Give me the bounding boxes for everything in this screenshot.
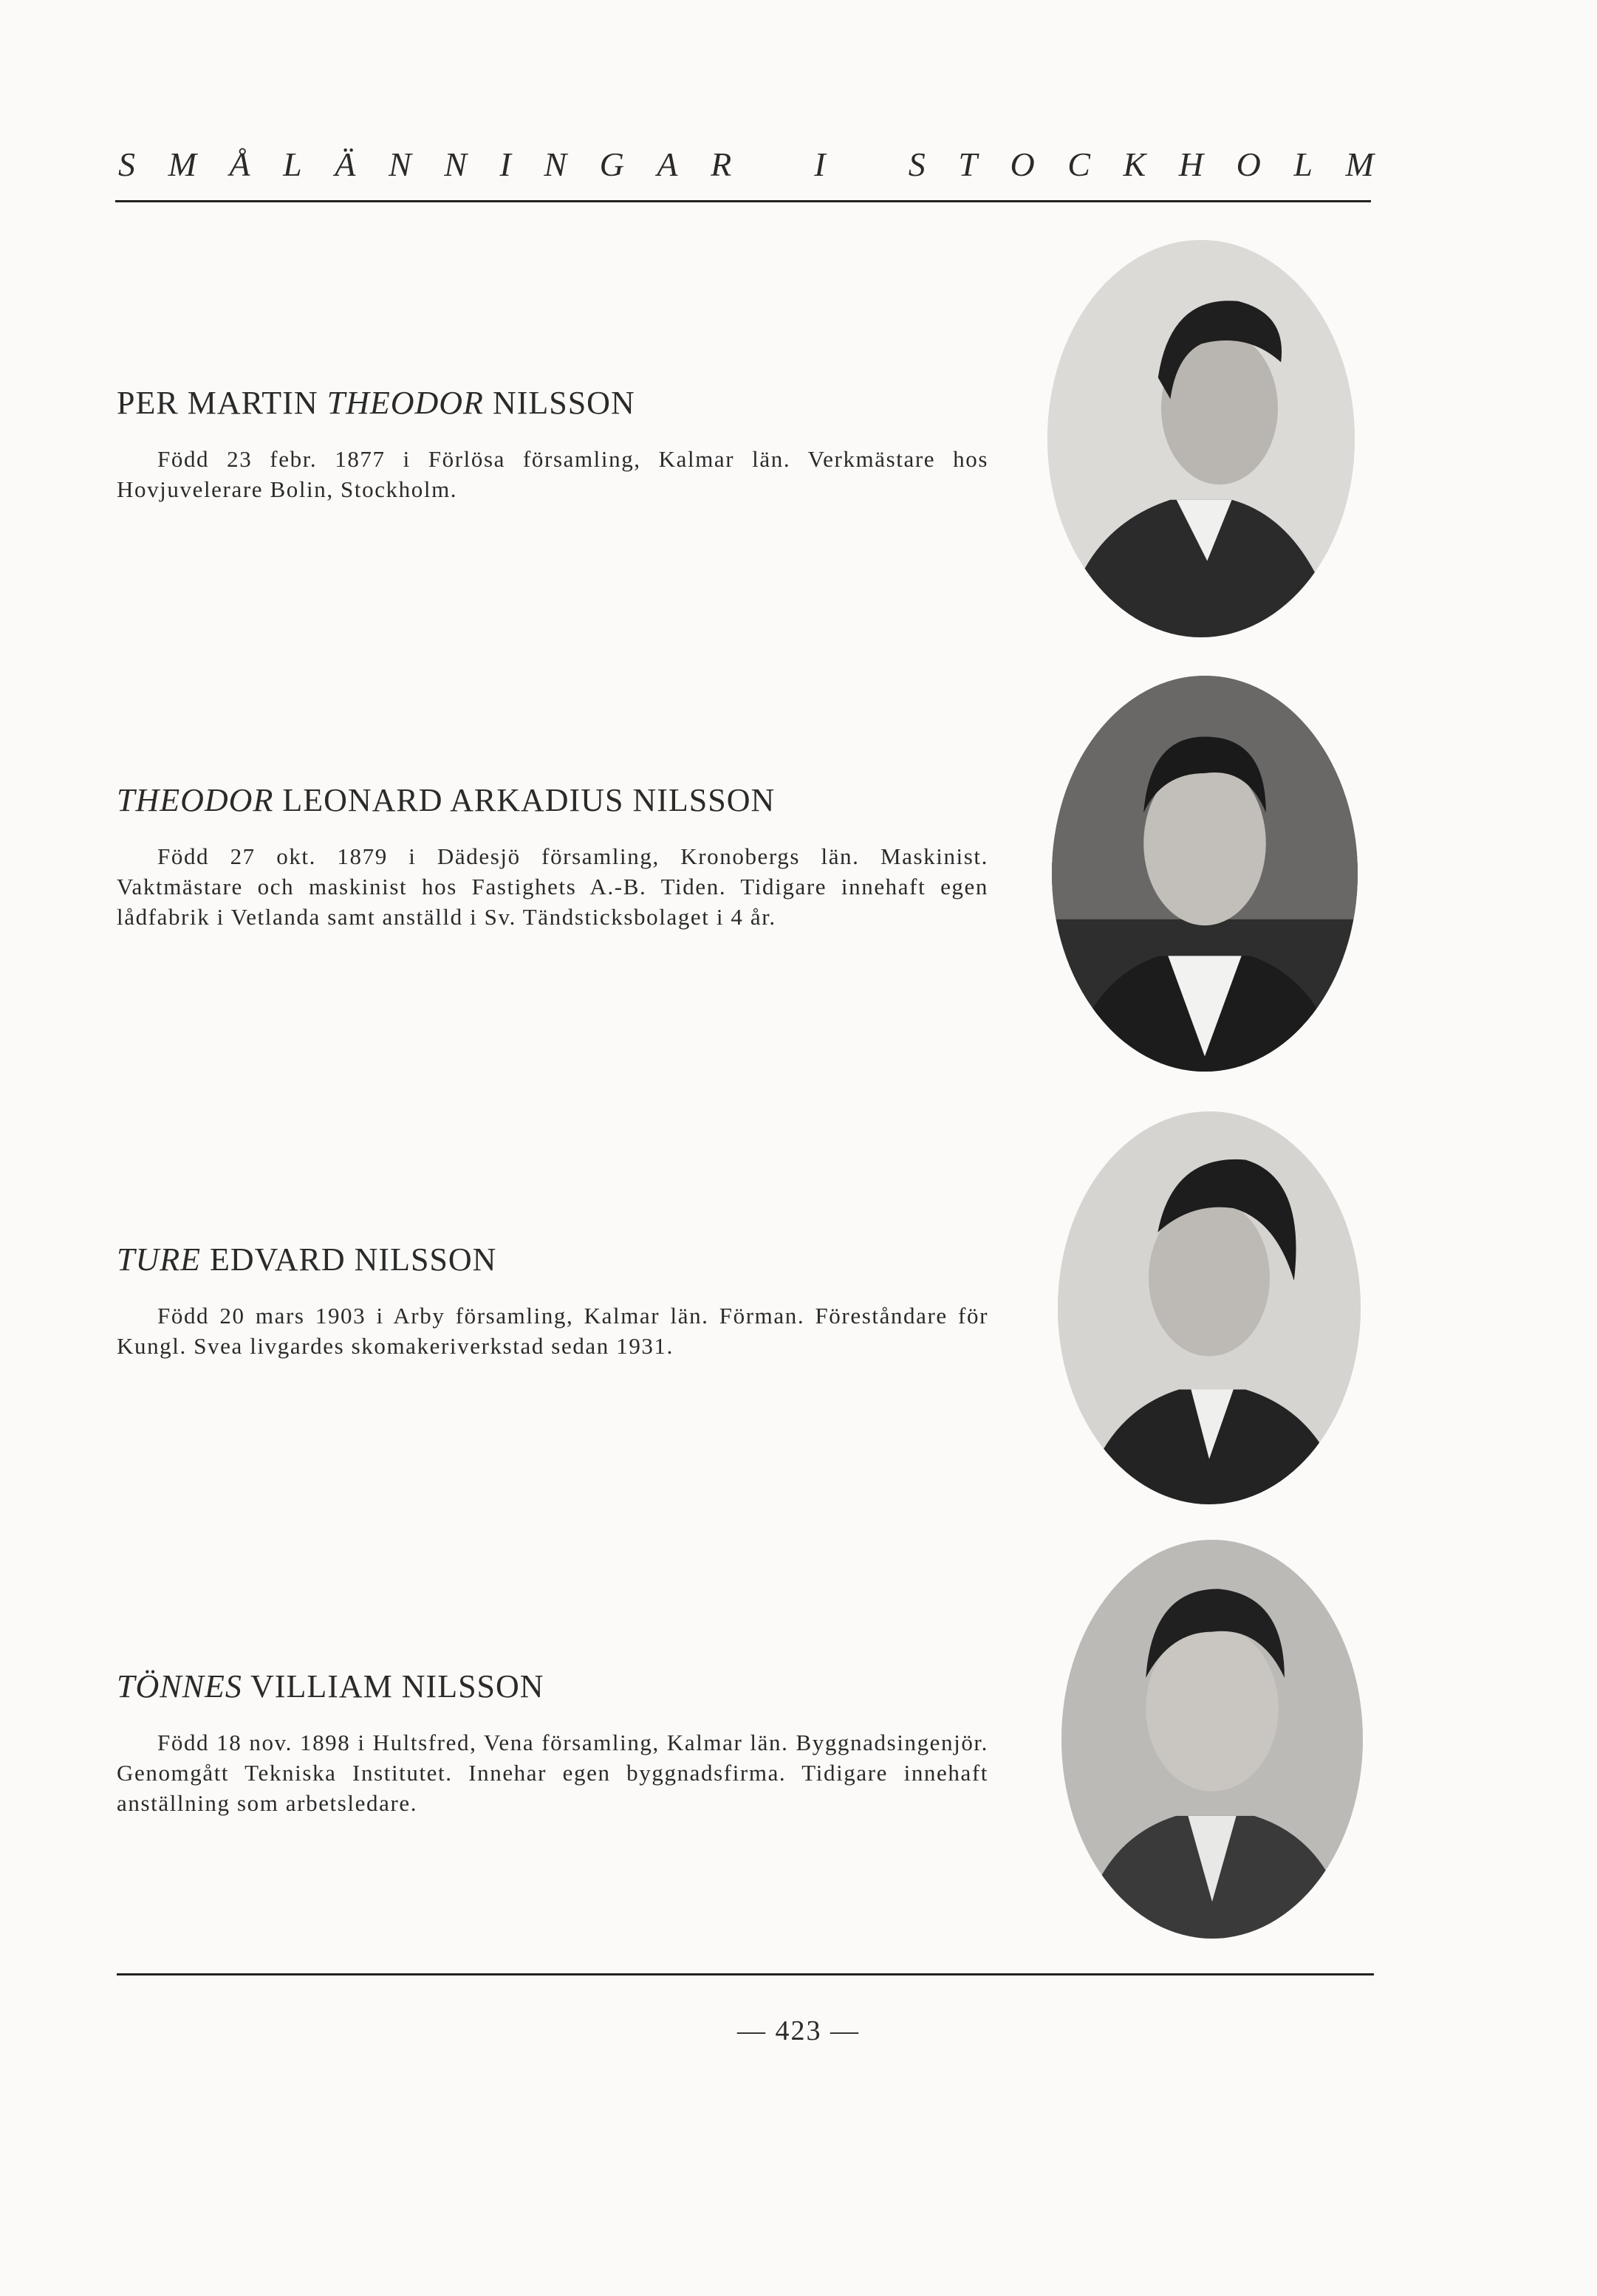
- running-header: [118, 145, 1374, 184]
- entry-name: [117, 1241, 988, 1278]
- entry-name: [117, 1668, 988, 1705]
- biography-entry-2: [117, 781, 988, 932]
- header-letter: L: [1293, 145, 1313, 183]
- portrait-photo-1: [1047, 240, 1355, 637]
- header-letter: M: [1345, 145, 1374, 183]
- header-letter: Ä: [335, 145, 356, 183]
- header-letter: L: [283, 145, 302, 183]
- header-letter: S: [908, 145, 926, 183]
- header-letter: G: [599, 145, 624, 183]
- header-letter: N: [444, 145, 467, 183]
- name-italic: TÖNNES: [117, 1668, 242, 1704]
- header-letter: R: [711, 145, 732, 183]
- header-letter: O: [1010, 145, 1035, 183]
- header-letter: T: [958, 145, 977, 183]
- header-rule: [115, 200, 1371, 202]
- header-letter: H: [1178, 145, 1203, 183]
- header-letter: O: [1236, 145, 1261, 183]
- header-letter: K: [1123, 145, 1146, 183]
- name-italic: THEODOR: [117, 782, 274, 818]
- portrait-photo-3: [1058, 1111, 1361, 1504]
- entry-biography: Född 20 mars 1903 i Arby församling, Kalmar län. Förman. Föreståndare för Kungl. Svea livgardes skomakeriverkstad sedan 1931.: [117, 1303, 988, 1359]
- name-plain: EDVARD NILSSON: [201, 1241, 497, 1278]
- name-italic: TURE: [117, 1241, 201, 1278]
- name-plain: PER MARTIN: [117, 385, 327, 421]
- header-letter: A: [657, 145, 678, 183]
- page-number: — 423 —: [737, 2015, 860, 2046]
- header-letter: N: [388, 145, 411, 183]
- header-letter: S: [118, 145, 135, 183]
- header-letter: I: [499, 145, 511, 183]
- header-space: [765, 145, 782, 184]
- entry-biography: Född 23 febr. 1877 i Förlösa församling, Kalmar län. Verkmästare hos Hovjuvelerare Bolin, Stockholm.: [117, 446, 988, 502]
- entry-biography: Född 18 nov. 1898 i Hultsfred, Vena församling, Kalmar län. Byggnadsingenjör. Genomgått Tekniska Institutet. Innehar egen byggnadsfirma. Tidigare innehaft anställning som arbetsledare.: [117, 1730, 988, 1816]
- name-plain: LEONARD ARKADIUS NILSSON: [273, 782, 776, 818]
- header-letter: Å: [229, 145, 250, 183]
- footer-rule: [117, 1973, 1374, 1975]
- biography-entry-3: [117, 1241, 988, 1361]
- portrait-photo-2: [1052, 676, 1358, 1072]
- name-italic: THEODOR: [326, 385, 484, 421]
- header-letter: N: [544, 145, 567, 183]
- name-plain: NILSSON: [483, 385, 635, 421]
- name-plain: VILLIAM NILSSON: [242, 1668, 544, 1704]
- biography-entry-4: [117, 1668, 988, 1818]
- biography-entry-1: [117, 384, 988, 504]
- entry-name: [117, 781, 988, 819]
- entry-name: [117, 384, 988, 422]
- portrait-photo-4: [1061, 1540, 1363, 1939]
- entry-biography: Född 27 okt. 1879 i Dädesjö församling, Kronobergs län. Maskinist. Vaktmästare och maskinist hos Fastighets A.-B. Tiden. Tidigare innehaft egen lådfabrik i Vetlanda samt anställd i Sv. Tändsticksbolaget i 4 år.: [117, 843, 988, 930]
- header-letter: I: [814, 145, 826, 183]
- header-space: [858, 145, 875, 184]
- header-letter: C: [1067, 145, 1090, 183]
- header-letter: M: [168, 145, 196, 183]
